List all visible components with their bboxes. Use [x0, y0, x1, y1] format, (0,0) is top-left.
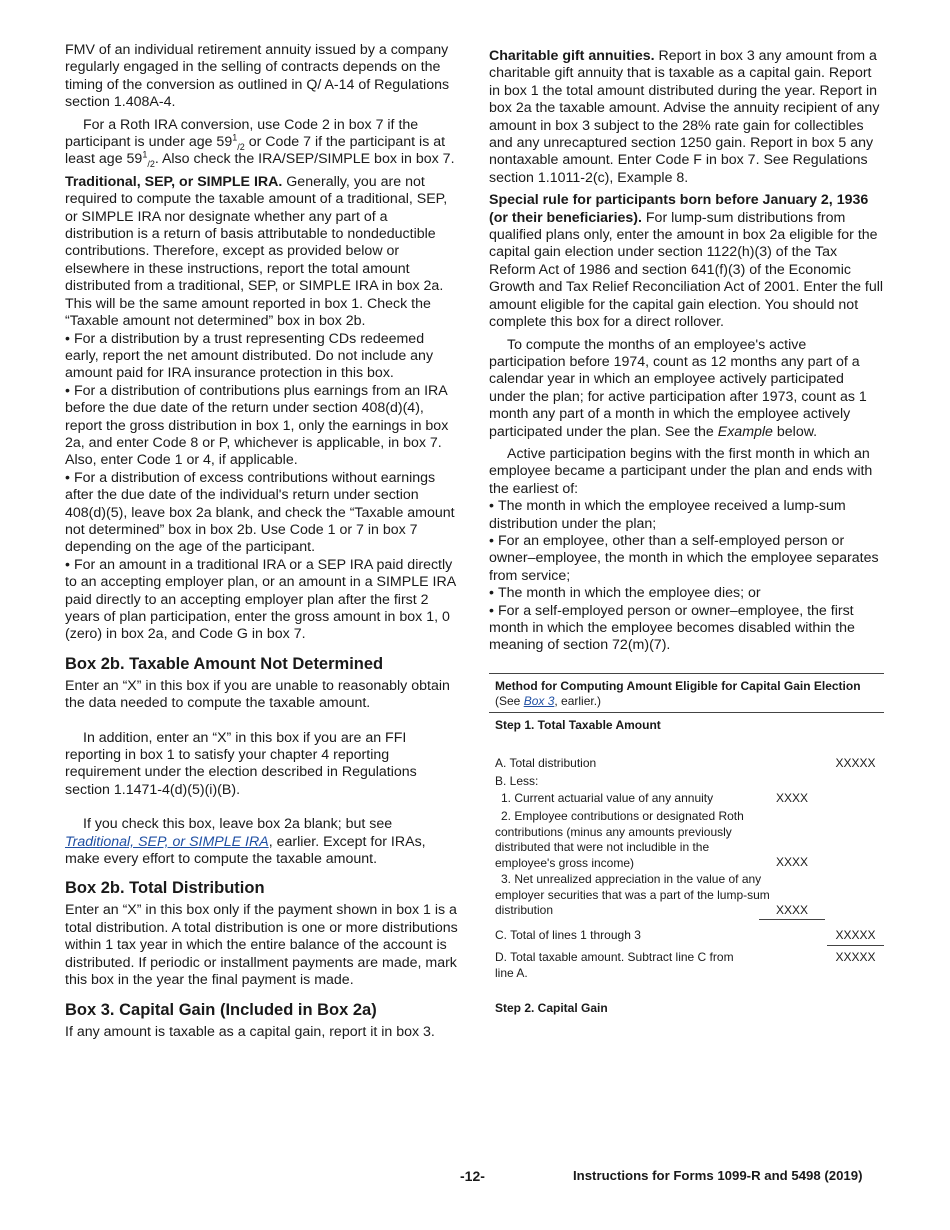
step1-heading: Step 1. Total Taxable Amount [495, 717, 661, 732]
table-row: 1. Current actuarial value of any annuity XXXX [501, 791, 808, 806]
list-item: • For a distribution of contributions plus earnings from an IRA before the due date of the return under section 408(d)(4), report the gross distribution in box 1, only the earnings in box 2a, and enter Code 8 or P, whichever is applicable, in box 7. Also, enter Code 1 or 4, if applicable. [65, 382, 449, 469]
table-row: A. Total distribution XXXXX [495, 756, 876, 771]
tnd-paragraph-3: If you check this box, leave box 2a blank; but see Traditional, SEP, or SIMPLE IRA, earlier. Except for IRAs, make every effort to compute the taxable amount. [65, 816, 426, 868]
table-row: C. Total of lines 1 through 3 XXXXX [489, 928, 884, 950]
tnd-paragraph-1: Enter an “X” in this box if you are unable to reasonably obtain the data needed to compute the taxable amount. [65, 677, 450, 712]
roth-conversion-paragraph: For a Roth IRA conversion, use Code 2 in box 7 if the participant is under age $59^1_{/2}$ or Code 7 if the participant is at least age $59^1_{/2}$. Also check the IRA/SEP/SIMPLE box in box 7. [65, 116, 455, 170]
total-distribution-paragraph: Enter an “X” in this box only if the payment shown in box 1 is a total distribution. A total distribution is one or more distributions within 1 tax year in which the entire balance of the account is distributed. If periodic or installment payments are made, mark this box in the year the final payment is made. [65, 902, 458, 989]
document-title: Instructions for Forms 1099-R and 5498 (2019) [573, 1168, 863, 1183]
spacer [65, 804, 460, 816]
traditional-ira-runin-heading: Traditional, SEP, or SIMPLE IRA. [65, 173, 283, 190]
list-item: • The month in which the employee received a lump-sum distribution under the plan; [489, 498, 846, 532]
right-column [489, 48, 884, 1022]
traditional-ira-link[interactable]: Traditional, SEP, or SIMPLE IRA [65, 833, 269, 850]
capital-gain-method-table [489, 673, 884, 1022]
table-row: 3. Net unrealized appreciation in the value of any employer securities that was a part of the lump-sum distribution XXXX [489, 872, 884, 920]
list-item: • For a distribution by a trust representing CDs redeemed early, report the net amount distributed. Do not include any amount paid for IRA insurance protection in this box. [65, 330, 434, 382]
months-paragraph: To compute the months of an employee's active participation before 1974, count as 12 months any part of a calendar year in which an employee actively participated under the plan; for active participation after 1973, count as 1 month any part of a month in which the employee actively participated under the plan. See the Example below. [489, 336, 867, 440]
box2b-total-distribution-heading: Box 2b. Total Distribution [65, 879, 265, 898]
table-row: D. Total taxable amount. Subtract line C from line A. XXXXX [495, 950, 876, 980]
tnd-paragraph-2: In addition, enter an “X” in this box if you are an FFI reporting in box 1 to satisfy your chapter 4 reporting requirement under the election described in Regulations section 1.1471-4(d)(5)(i)(B). [65, 729, 417, 798]
box2b-taxable-not-determined-heading: Box 2b. Taxable Amount Not Determined [65, 654, 384, 673]
active-participation-paragraph: Active participation begins with the first month in which an employee became a participant under the plan and ends with the earliest of: [489, 445, 873, 497]
traditional-ira-paragraph: Traditional, SEP, or SIMPLE IRA. Generally, you are not required to compute the taxable amount of a traditional, SEP, or SIMPLE IRA nor designate whether any part of a distribution is a return of basis attributable to nondeductible contributions. Therefore, except as provided below or elsewhere in these instructions, report the total amount distributed from a traditional, SEP, or SIMPLE IRA in box 2a. This will be the same amount reported in box 1. Check the “Taxable amount not determined” box in box 2b. [65, 173, 448, 330]
box3-heading: Box 3. Capital Gain (Included in Box 2a) [65, 1000, 377, 1019]
fmv-paragraph: FMV of an individual retirement annuity issued by a company regularly engaged in the selling of contracts depends on the timing of the conversion as outlined in Q/ A-14 of Regulations section 1.408A-4. [65, 42, 450, 111]
table-row: 2. Employee contributions or designated Roth contributions (minus any amounts previously distributed that were not includible in the employee's gross income) XXXX [495, 809, 808, 870]
box3-paragraph: If any amount is taxable as a capital gain, report it in box 3. [65, 1023, 435, 1040]
list-item: • For an amount in a traditional IRA or a SEP IRA paid directly to an accepting employer plan, or an amount in a SIMPLE IRA paid directly to an accepting employer plan after the first 2 years of plan participation, enter the gross amount in box 1, 0 (zero) in box 2a, and Code G in box 7. [65, 556, 456, 643]
list-item: • For an employee, other than a self-employed person or owner–employee, the month in which the employee separates from service; [489, 532, 879, 584]
special-rule-runin-heading: Special rule for participants born before January 2, 1936 (or their beneficiaries). [489, 192, 869, 226]
list-item: • The month in which the employee dies; or [489, 585, 761, 602]
box3-link[interactable]: Box 3 [523, 694, 555, 709]
left-column [65, 42, 460, 1046]
list-item: • For a distribution of excess contributions without earnings after the due date of the individual's return under section 408(d)(5), leave box 2a blank, and check the “Taxable amount not determined” box in box 2b. Use Code 1 or 7 in box 7 depending on the age of the participant. [65, 469, 455, 556]
page-number: -12- [460, 1168, 485, 1184]
charitable-gift-runin-heading: Charitable gift annuities. [489, 48, 655, 64]
step2-heading: Step 2. Capital Gain [495, 1001, 608, 1016]
special-rule-paragraph: Special rule for participants born before January 2, 1936 (or their beneficiaries). For lump-sum distributions from qualified plans only, enter the amount in box 2a eligible for the capital gain election under section 1122(h)(3) of the Tax Reform Act of 1986 and section 641(f)(3) of the Economic Growth and Tax Relief Reconciliation Act of 2001. Enter the full amount eligible for the capital gain election. You should not complete this box for a direct rollover. [489, 192, 884, 331]
charitable-gift-paragraph: Charitable gift annuities. Report in box 3 any amount from a charitable gift annuity that is taxable as a capital gain. Report in box 1 the total amount distributed during the year. Report in box 2a the taxable amount. Advise the annuity recipient of any amount in box 3 subject to the 28% rate gain for collectibles and any unrecaptured section 1250 gain. Report in box 5 any nontaxable amount. Enter Code F in box 7. See Regulations section 1.1011-2(c), Example 8. [489, 48, 880, 186]
table-title: Method for Computing Amount Eligible for Capital Gain Election (See Box 3, earlier.) [489, 674, 884, 713]
spacer [65, 718, 460, 730]
list-item: • For a self-employed person or owner–employee, the first month in which the employee becomes disabled within the meaning of section 72(m)(7). [489, 602, 855, 654]
table-row: B. Less: [495, 774, 539, 789]
